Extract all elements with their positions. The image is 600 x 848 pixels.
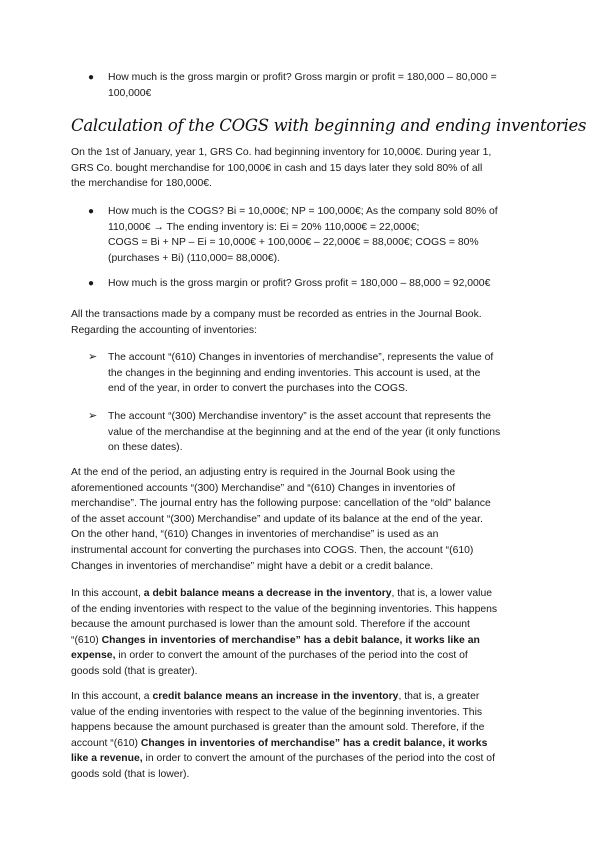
text-run: , that is, a greater — [398, 691, 480, 702]
bullet-line: 110,000€ → The ending inventory is: Ei = 20% 110,000€ = 22,000€; — [108, 221, 420, 233]
paragraph-line — [71, 751, 531, 767]
paragraph-line: because the amount purchased is lower than the amount sold. Therefore if the account — [71, 619, 470, 631]
paragraph-line: On the other hand, “(610) Changes in inventories of merchandise” is used as an — [71, 529, 439, 541]
account-300-item — [108, 409, 530, 456]
item-line: The account “(610) Changes in inventories of merchandise”, represents the value of — [108, 352, 494, 363]
adjusting-entry-paragraph — [71, 465, 531, 574]
item-line: The account “(300) Merchandise inventory” is the asset account that represents the — [108, 411, 491, 422]
bold-text: Changes in inventories of merchandise” has a debit balance, it works like an — [101, 634, 480, 646]
paragraph-line — [71, 633, 531, 649]
paragraph-line: GRS Co. bought merchandise for 100,000€ in cash and 15 days later they sold 80% of all — [71, 162, 483, 174]
bold-text: like a revenue, — [71, 753, 143, 765]
item-line: value of the merchandise at the beginning and at the end of the year (it only functions — [108, 426, 501, 438]
bold-text: a debit balance means a decrease in the inventory — [143, 588, 392, 599]
paragraph-line: happens because the amount purchased is greater than the amount sold. Therefore, if the — [71, 722, 485, 734]
bold-text: expense, — [71, 650, 116, 662]
account-610-item — [108, 350, 530, 397]
paragraph-line: of the asset account “(300) Merchandise” and update of its balance at the end of the year. — [71, 513, 483, 525]
bold-text: Changes in inventories of merchandise” has a credit balance, it works — [140, 737, 488, 749]
paragraph-line: On the 1st of January, year 1, GRS Co. had beginning inventory for 10,000€. During year 1, — [71, 147, 492, 158]
paragraph-line: Changes in inventories of merchandise” might have a debit or a credit balance. — [71, 560, 434, 572]
paragraph-line — [71, 648, 531, 664]
bullet-dot-icon: ● — [88, 206, 95, 217]
item-line: on these dates). — [108, 442, 183, 454]
paragraph-line — [71, 586, 531, 602]
text-run: “(610) — [71, 634, 102, 646]
credit-balance-paragraph — [71, 689, 531, 783]
section-heading: Calculation of the COGS with beginning and ending inventories — [71, 116, 587, 135]
bullet-line: 100,000€ — [108, 87, 152, 99]
bullet-dot-icon: ● — [88, 72, 95, 83]
arrow-bullet-icon: ➢ — [88, 410, 98, 422]
item-line: end of the year, in order to convert the purchases into the COGS. — [108, 383, 408, 395]
paragraph-line: merchandise”. The journal entry has the following purpose: cancellation of the “old” balance — [71, 498, 491, 510]
paragraph-line: Regarding the accounting of inventories: — [71, 324, 257, 336]
debit-balance-paragraph — [71, 586, 531, 680]
intro-paragraph — [71, 145, 531, 192]
text-run: in order to convert the amount of the purchases of the period into the cost of — [115, 650, 468, 662]
bullet-line: How much is the COGS? Bi = 10,000€; NP = 100,000€; As the company sold 80% of — [108, 206, 498, 217]
paragraph-line: At the end of the period, an adjusting entry is required in the Journal Book using the — [71, 467, 456, 478]
paragraph-line — [71, 689, 531, 705]
paragraph-line: value of the ending inventories with respect to the value of the beginning inventories. This — [71, 706, 483, 718]
bullet-line: How much is the gross margin or profit? Gross margin or profit = 180,000 – 80,000 = — [108, 72, 497, 83]
paragraph-line: aforementioned accounts “(300) Merchandise” and “(610) Changes in inventories of — [71, 482, 456, 494]
bullet-line: (purchases + Bi) (110,000= 88,000€). — [108, 252, 280, 264]
paragraph-line — [71, 736, 531, 752]
gross-margin-bullet — [108, 70, 528, 101]
cogs-bullet — [108, 204, 533, 266]
text-run: In this account, a — [71, 691, 153, 702]
paragraph-line: goods sold (that is greater). — [71, 665, 198, 677]
paragraph-line: instrumental account for converting the purchases into COGS. Then, the account “(610) — [71, 544, 474, 556]
bullet-line: COGS = Bi + NP – Ei = 10,000€ + 100,000€ – 22,000€ = 88,000€; COGS = 80% — [108, 237, 479, 249]
item-line: the changes in the beginning and ending inventories. This account is used, at the — [108, 367, 481, 379]
text-run: In this account, — [71, 588, 144, 599]
text-run: in order to convert the amount of the purchases of the period into the cost of — [142, 753, 495, 765]
bold-text: credit balance means an increase in the inventory — [152, 691, 399, 702]
paragraph-line: All the transactions made by a company must be recorded as entries in the Journal Book. — [71, 309, 482, 320]
text-run: , that is, a lower value — [391, 588, 493, 599]
paragraph-line: goods sold (that is lower). — [71, 768, 190, 780]
paragraph-line: the merchandise for 180,000€. — [71, 178, 212, 190]
transactions-paragraph — [71, 307, 531, 338]
text-run: account “(610) — [71, 737, 141, 749]
arrow-bullet-icon: ➢ — [88, 351, 98, 363]
gross-profit-bullet: How much is the gross margin or profit? Gross profit = 180,000 – 88,000 = 92,000€ — [108, 278, 491, 289]
bullet-dot-icon: ● — [88, 278, 95, 289]
paragraph-line: of the ending inventories with respect to the value of the beginning inventories. This happens — [71, 603, 498, 615]
